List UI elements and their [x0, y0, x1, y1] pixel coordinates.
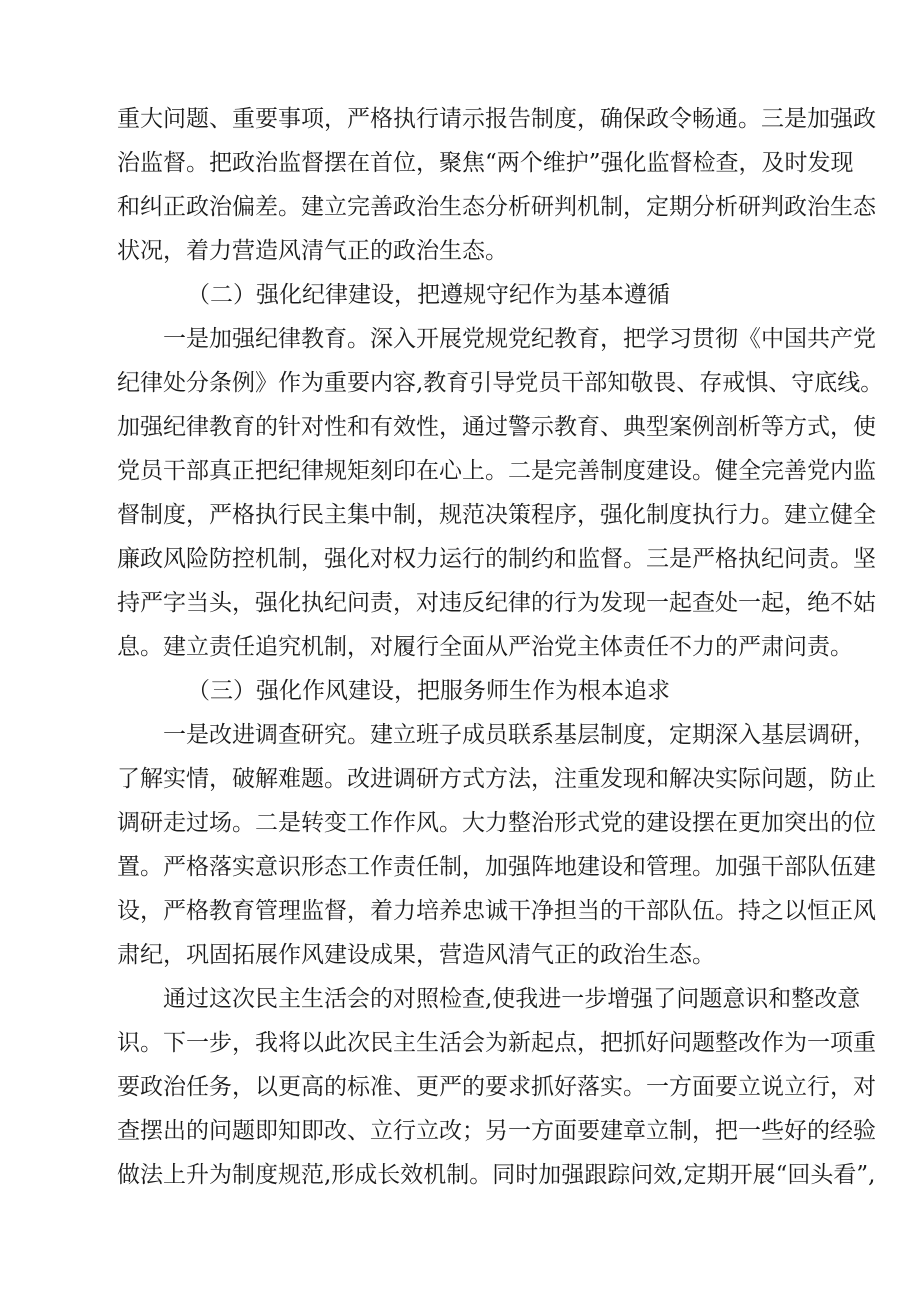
body-text-line: 通过这次民主生活会的对照检查,使我进一步增强了问题意识和整改意 — [163, 986, 861, 1012]
body-text-line: 治监督。把政治监督摆在首位，聚焦“两个维护”强化监督检查，及时发现 — [117, 150, 854, 176]
body-text-line: 督制度，严格执行民主集中制，规范决策程序，强化制度执行力。建立健全 — [117, 502, 876, 528]
body-text-line: 一是加强纪律教育。深入开展党规党纪教育，把学习贯彻《中国共产党 — [163, 326, 876, 352]
body-text-line: 一是改进调查研究。建立班子成员联系基层制度，定期深入基层调研， — [163, 722, 876, 748]
section-heading: （三）强化作风建设，把服务师生作为根本追求 — [187, 678, 670, 704]
body-text-line: 息。建立责任追究机制，对履行全面从严治党主体责任不力的严肃问责。 — [117, 634, 853, 660]
body-text-line: 状况，着力营造风清气正的政治生态。 — [117, 238, 508, 264]
body-text-line: 重大问题、重要事项，严格执行请示报告制度，确保政令畅通。三是加强政 — [117, 106, 876, 132]
body-text-line: 和纠正政治偏差。建立完善政治生态分析研判机制，定期分析研判政治生态 — [117, 194, 876, 220]
body-text-line: 廉政风险防控机制，强化对权力运行的制约和监督。三是严格执纪问责。坚 — [117, 546, 876, 572]
body-text-line: 肃纪，巩固拓展作风建设成果，营造风清气正的政治生态。 — [117, 942, 715, 968]
body-text-line: 设，严格教育管理监督，着力培养忠诚干净担当的干部队伍。持之以恒正风 — [117, 898, 876, 924]
section-heading: （二）强化纪律建设，把遵规守纪作为基本遵循 — [187, 282, 670, 308]
body-text-line: 要政治任务，以更高的标准、更严的要求抓好落实。一方面要立说立行，对 — [117, 1074, 876, 1100]
body-text-line: 持严字当头，强化执纪问责，对违反纪律的行为发现一起查处一起，绝不姑 — [117, 590, 876, 616]
body-text-line: 加强纪律教育的针对性和有效性，通过警示教育、典型案例剖析等方式，使 — [117, 414, 876, 440]
body-text-line: 了解实情，破解难题。改进调研方式方法，注重发现和解决实际问题，防止 — [117, 766, 876, 792]
body-text-line: 调研走过场。二是转变工作作风。大力整治形式党的建设摆在更加突出的位 — [117, 810, 876, 836]
body-text-line: 党员干部真正把纪律规矩刻印在心上。二是完善制度建设。健全完善党内监 — [117, 458, 876, 484]
body-text-line: 识。下一步，我将以此次民主生活会为新起点，把抓好问题整改作为一项重 — [117, 1030, 876, 1056]
body-text-line: 做法上升为制度规范,形成长效机制。同时加强跟踪问效,定期开展“回头看”, — [117, 1162, 876, 1188]
body-text-line: 纪律处分条例》作为重要内容,教育引导党员干部知敬畏、存戒惧、守底线。 — [117, 370, 884, 396]
body-text-line: 查摆出的问题即知即改、立行立改；另一方面要建章立制，把一些好的经验 — [117, 1118, 876, 1144]
body-text-line: 置。严格落实意识形态工作责任制，加强阵地建设和管理。加强干部队伍建 — [117, 854, 876, 880]
